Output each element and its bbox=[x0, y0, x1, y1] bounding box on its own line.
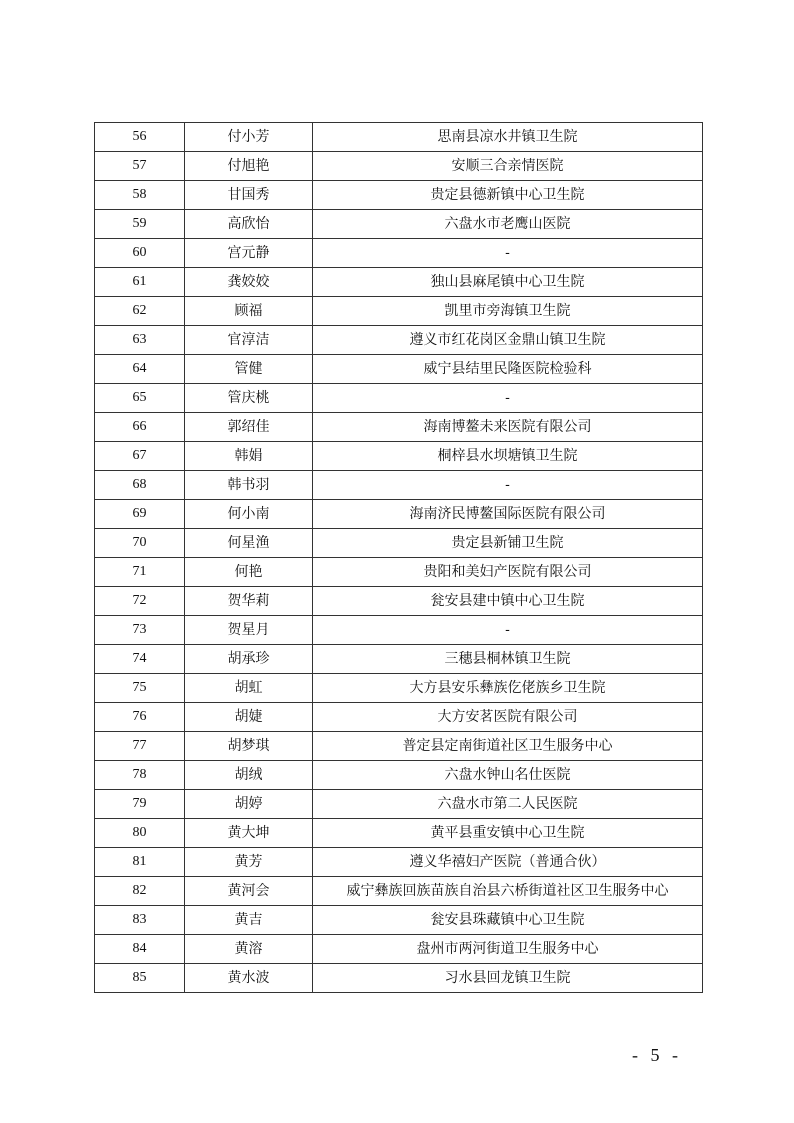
work-unit: 海南博鳌未来医院有限公司 bbox=[313, 413, 703, 442]
row-number: 82 bbox=[95, 877, 185, 906]
person-name: 付旭艳 bbox=[185, 152, 313, 181]
row-number: 62 bbox=[95, 297, 185, 326]
row-number: 64 bbox=[95, 355, 185, 384]
table-row bbox=[95, 587, 703, 616]
table-row bbox=[95, 819, 703, 848]
row-number: 84 bbox=[95, 935, 185, 964]
table-row bbox=[95, 239, 703, 268]
person-name: 黄吉 bbox=[185, 906, 313, 935]
work-unit: 贵定县新铺卫生院 bbox=[313, 529, 703, 558]
work-unit: 贵阳和美妇产医院有限公司 bbox=[313, 558, 703, 587]
work-unit: 大方县安乐彝族仡佬族乡卫生院 bbox=[313, 674, 703, 703]
person-name: 何星渔 bbox=[185, 529, 313, 558]
person-name: 龚姣姣 bbox=[185, 268, 313, 297]
table-row bbox=[95, 181, 703, 210]
person-name: 黄溶 bbox=[185, 935, 313, 964]
work-unit: 威宁彝族回族苗族自治县六桥街道社区卫生服务中心 bbox=[313, 877, 703, 906]
work-unit: 六盘水市第二人民医院 bbox=[313, 790, 703, 819]
person-name: 黄水波 bbox=[185, 964, 313, 993]
table-row bbox=[95, 413, 703, 442]
work-unit: 独山县麻尾镇中心卫生院 bbox=[313, 268, 703, 297]
person-name: 郭绍佳 bbox=[185, 413, 313, 442]
person-name: 黄大坤 bbox=[185, 819, 313, 848]
person-name: 黄河会 bbox=[185, 877, 313, 906]
person-name: 高欣怡 bbox=[185, 210, 313, 239]
table-row bbox=[95, 964, 703, 993]
table-row bbox=[95, 123, 703, 152]
person-name: 官淳洁 bbox=[185, 326, 313, 355]
row-number: 65 bbox=[95, 384, 185, 413]
table-row bbox=[95, 790, 703, 819]
work-unit: 凯里市旁海镇卫生院 bbox=[313, 297, 703, 326]
person-name: 何艳 bbox=[185, 558, 313, 587]
person-name: 胡梦琪 bbox=[185, 732, 313, 761]
person-name: 何小南 bbox=[185, 500, 313, 529]
row-number: 68 bbox=[95, 471, 185, 500]
person-name: 胡承珍 bbox=[185, 645, 313, 674]
row-number: 79 bbox=[95, 790, 185, 819]
table-row bbox=[95, 384, 703, 413]
work-unit: - bbox=[313, 384, 703, 413]
row-number: 66 bbox=[95, 413, 185, 442]
row-number: 78 bbox=[95, 761, 185, 790]
row-number: 69 bbox=[95, 500, 185, 529]
table-row bbox=[95, 848, 703, 877]
row-number: 72 bbox=[95, 587, 185, 616]
table-row bbox=[95, 558, 703, 587]
person-name: 胡婕 bbox=[185, 703, 313, 732]
person-name: 贺华莉 bbox=[185, 587, 313, 616]
work-unit: 贵定县德新镇中心卫生院 bbox=[313, 181, 703, 210]
row-number: 67 bbox=[95, 442, 185, 471]
row-number: 59 bbox=[95, 210, 185, 239]
work-unit: 六盘水钟山名仕医院 bbox=[313, 761, 703, 790]
row-number: 56 bbox=[95, 123, 185, 152]
table-row bbox=[95, 297, 703, 326]
table-row bbox=[95, 703, 703, 732]
row-number: 71 bbox=[95, 558, 185, 587]
row-number: 74 bbox=[95, 645, 185, 674]
table-row bbox=[95, 732, 703, 761]
person-name: 胡虹 bbox=[185, 674, 313, 703]
person-name: 管庆桃 bbox=[185, 384, 313, 413]
row-number: 73 bbox=[95, 616, 185, 645]
work-unit: 威宁县结里民隆医院检验科 bbox=[313, 355, 703, 384]
work-unit: 六盘水市老鹰山医院 bbox=[313, 210, 703, 239]
row-number: 77 bbox=[95, 732, 185, 761]
table-row bbox=[95, 268, 703, 297]
table-row bbox=[95, 210, 703, 239]
row-number: 85 bbox=[95, 964, 185, 993]
table-row bbox=[95, 355, 703, 384]
roster-table bbox=[94, 122, 703, 993]
person-name: 管健 bbox=[185, 355, 313, 384]
table-row bbox=[95, 645, 703, 674]
work-unit: 遵义市红花岗区金鼎山镇卫生院 bbox=[313, 326, 703, 355]
roster-table-body bbox=[95, 123, 703, 993]
row-number: 80 bbox=[95, 819, 185, 848]
work-unit: - bbox=[313, 471, 703, 500]
row-number: 58 bbox=[95, 181, 185, 210]
work-unit: 安顺三合亲情医院 bbox=[313, 152, 703, 181]
work-unit: 黄平县重安镇中心卫生院 bbox=[313, 819, 703, 848]
table-row bbox=[95, 935, 703, 964]
work-unit: 大方安茗医院有限公司 bbox=[313, 703, 703, 732]
work-unit: 瓮安县建中镇中心卫生院 bbox=[313, 587, 703, 616]
work-unit: 思南县凉水井镇卫生院 bbox=[313, 123, 703, 152]
table-row bbox=[95, 500, 703, 529]
row-number: 63 bbox=[95, 326, 185, 355]
table-row bbox=[95, 442, 703, 471]
table-row bbox=[95, 152, 703, 181]
work-unit: 瓮安县珠藏镇中心卫生院 bbox=[313, 906, 703, 935]
page-number: - 5 - bbox=[632, 1045, 682, 1065]
row-number: 61 bbox=[95, 268, 185, 297]
row-number: 76 bbox=[95, 703, 185, 732]
work-unit: 海南济民博鳌国际医院有限公司 bbox=[313, 500, 703, 529]
work-unit: 三穗县桐林镇卫生院 bbox=[313, 645, 703, 674]
work-unit: - bbox=[313, 616, 703, 645]
work-unit: 遵义华禧妇产医院（普通合伙） bbox=[313, 848, 703, 877]
row-number: 83 bbox=[95, 906, 185, 935]
work-unit: 普定县定南街道社区卫生服务中心 bbox=[313, 732, 703, 761]
person-name: 韩娟 bbox=[185, 442, 313, 471]
table-row bbox=[95, 761, 703, 790]
person-name: 胡婷 bbox=[185, 790, 313, 819]
table-row bbox=[95, 326, 703, 355]
row-number: 70 bbox=[95, 529, 185, 558]
person-name: 胡绒 bbox=[185, 761, 313, 790]
person-name: 黄芳 bbox=[185, 848, 313, 877]
table-row bbox=[95, 674, 703, 703]
row-number: 81 bbox=[95, 848, 185, 877]
person-name: 宫元静 bbox=[185, 239, 313, 268]
person-name: 韩书羽 bbox=[185, 471, 313, 500]
work-unit: 习水县回龙镇卫生院 bbox=[313, 964, 703, 993]
table-row bbox=[95, 877, 703, 906]
table-row bbox=[95, 529, 703, 558]
work-unit: 盘州市两河街道卫生服务中心 bbox=[313, 935, 703, 964]
person-name: 付小芳 bbox=[185, 123, 313, 152]
table-row bbox=[95, 616, 703, 645]
work-unit: 桐梓县水坝塘镇卫生院 bbox=[313, 442, 703, 471]
row-number: 57 bbox=[95, 152, 185, 181]
row-number: 60 bbox=[95, 239, 185, 268]
table-row bbox=[95, 471, 703, 500]
row-number: 75 bbox=[95, 674, 185, 703]
table-row bbox=[95, 906, 703, 935]
person-name: 甘国秀 bbox=[185, 181, 313, 210]
person-name: 贺星月 bbox=[185, 616, 313, 645]
work-unit: - bbox=[313, 239, 703, 268]
person-name: 顾福 bbox=[185, 297, 313, 326]
